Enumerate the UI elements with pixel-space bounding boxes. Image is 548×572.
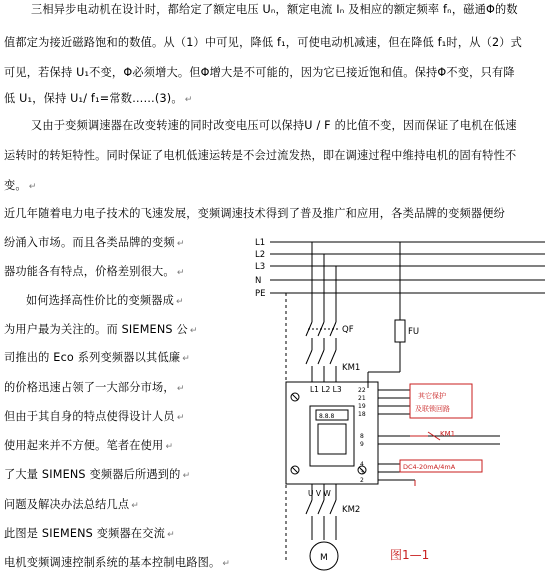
para3-line8: 但由于其自身的特点使得设计人员 ↵ <box>4 410 185 423</box>
terminal-19: 19 <box>358 403 366 410</box>
panel-display: 8.8.8 <box>319 413 335 420</box>
km1-label: KM1 <box>342 363 361 373</box>
terminal-2: 2 <box>360 477 364 484</box>
para3-line12: 此图是 SIEMENS 变频器在交流 ↵ <box>4 527 175 540</box>
return-mark: ↵ <box>165 442 174 452</box>
return-mark: ↵ <box>176 297 184 307</box>
bus-label-l3: L3 <box>255 262 266 272</box>
terminal-22: 22 <box>358 387 366 394</box>
para1-line3: 可见，若保持 U₁不变，Φ必须增大。但Φ增大是不可能的，因为它已接近饱和值。保持Φ不变，只有降 <box>4 66 515 79</box>
terminal-3: 3 <box>360 469 364 476</box>
return-mark: ↵ <box>222 559 231 569</box>
output-terminals: U V W <box>308 489 331 498</box>
para3-line10: 了大量 SIMENS 变频器后所遇到的 ↵ <box>4 468 191 481</box>
para3-line7: 的价格迅速占领了一大部分市场， ↵ <box>4 381 185 394</box>
bus-label-pe: PE <box>255 289 266 299</box>
para1-line2: 值都定为接近磁路饱和的数值。从（1）中可见，降低 f₁，可使电动机减速，但在降低 f₁时，从（2）式 <box>4 36 523 49</box>
terminal-18: 18 <box>358 411 366 418</box>
bus-label-l2: L2 <box>255 250 266 260</box>
return-mark: ↵ <box>189 326 198 336</box>
para3-line9: 使用起来并不方便。笔者在使用 ↵ <box>4 439 174 452</box>
relay-box-line1: 其它保护 <box>418 392 446 400</box>
terminal-8: 8 <box>360 433 364 440</box>
bus-label-n: N <box>255 276 262 286</box>
para3-line2: 纷涌入市场。而且各类品牌的变频 ↵ <box>4 236 185 249</box>
fu-label: FU <box>408 327 420 337</box>
para3-line3: 器功能各有特点，价格差别很大。 ↵ <box>4 265 185 278</box>
return-mark: ↵ <box>176 413 185 423</box>
return-mark: ↵ <box>167 530 175 540</box>
bus-label-l1: L1 <box>255 238 266 248</box>
para3-line5: 为用户最为关注的。而 SIEMENS 公 ↵ <box>4 323 198 336</box>
para3-line11: 问题及解决办法总结几点 ↵ <box>4 498 140 511</box>
return-mark: ↵ <box>176 239 185 249</box>
return-mark: ↵ <box>131 501 140 511</box>
terminal-4: 4 <box>360 461 364 468</box>
input-terminals: L1 L2 L3 <box>310 385 342 394</box>
para3-line13: 电机变频调速控制系统的基本控制电路图。 ↵ <box>4 556 231 569</box>
km2-label: KM2 <box>342 505 361 515</box>
para2-line2: 运转时的转矩特性。同时保证了电机低速运转是不会过流发热，即在调速过程中维持电机的固有特性不 <box>4 149 517 162</box>
para3-line1: 近几年随着电力电子技术的飞速发展，变频调速技术得到了普及推广和应用，各类品牌的变频器便纷 <box>4 207 506 220</box>
relay-box-line2: 及联锁回路 <box>415 405 450 413</box>
signal-label: DC4-20mA/4mA <box>403 463 456 471</box>
return-mark: ↵ <box>184 95 193 105</box>
return-mark: ↵ <box>176 268 185 278</box>
km1-contact-label: KM1 <box>440 430 456 438</box>
return-mark: ↵ <box>176 384 185 394</box>
para3-line6: 司推出的 Eco 系列变频器以其低廉 ↵ <box>4 351 190 364</box>
para1-line4: 低 U₁，保持 U₁/ f₁=常数……(3)。 ↵ <box>4 92 193 105</box>
figure-caption: 图1—1 <box>390 548 430 562</box>
motor-label: M <box>320 553 328 563</box>
qf-label: QF <box>342 325 354 335</box>
para2-line1: 又由于变频调速器在改变转速的同时改变电压可以保持U / F 的比值不变，因而保证了电机在低速 <box>31 119 517 132</box>
terminal-9: 9 <box>360 441 364 448</box>
para3-line4: 如何选择高性价比的变频器成 ↵ <box>26 294 184 307</box>
return-mark: ↵ <box>182 354 190 364</box>
return-mark: ↵ <box>28 182 37 192</box>
control-circuit-diagram <box>250 232 548 572</box>
para2-line3: 变。 ↵ <box>4 179 37 192</box>
para1-line1: 三相异步电动机在设计时，都给定了额定电压 Uₙ，额定电流 Iₙ 及相应的额定频率 fₙ，磁通Φ的数 <box>31 3 518 16</box>
terminal-21: 21 <box>358 395 366 402</box>
return-mark: ↵ <box>182 471 191 481</box>
